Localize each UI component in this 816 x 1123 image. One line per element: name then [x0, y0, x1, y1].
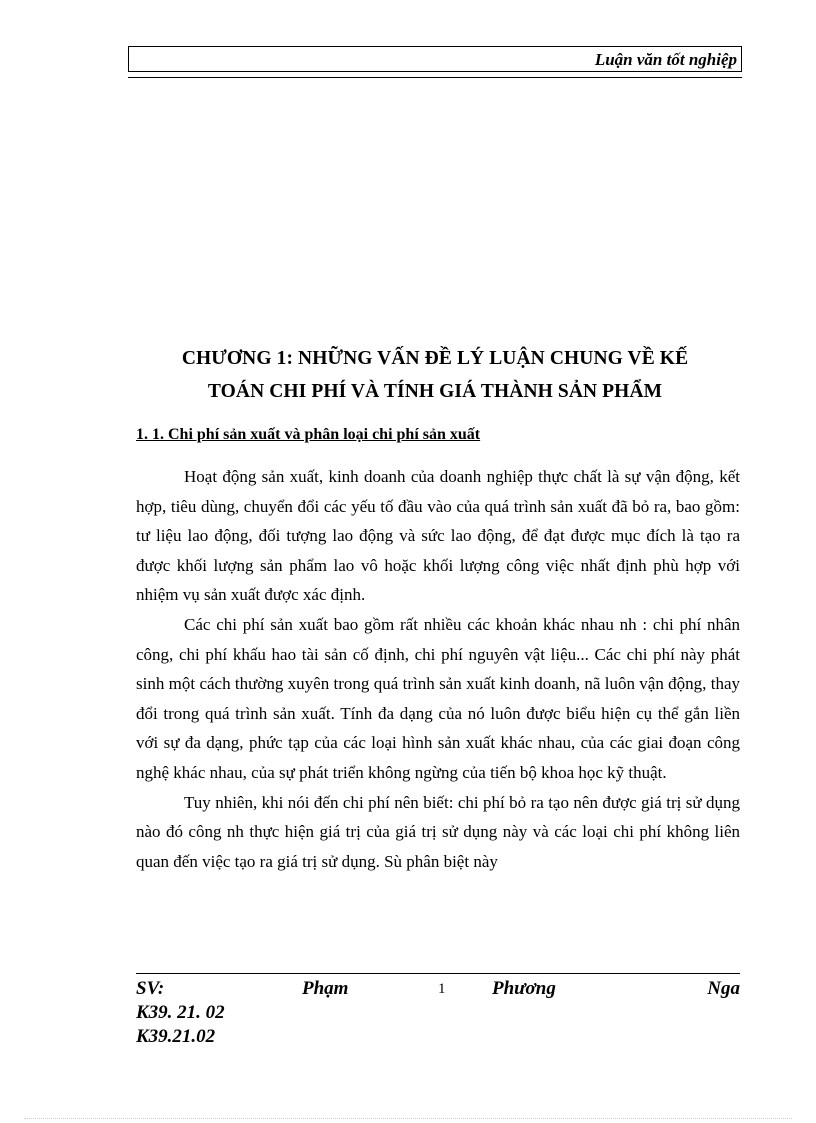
- footer-sv-label: SV:: [136, 978, 165, 999]
- paragraph: Tuy nhiên, khi nói đến chi phí nên biết: chi phí bỏ ra tạo nên được giá trị sử dụng nào đó công nh thực hiện giá trị của giá trị sử dụng này và các loại chi phí không liên quan đến việc tạo ra giá trị sử dụng. Sù phân biệt này: [136, 792, 740, 871]
- body-text: [136, 462, 740, 876]
- footer-rule: [136, 973, 740, 974]
- footer-name-first: Phạm: [302, 978, 349, 999]
- footer-class-line1: K39. 21. 02: [136, 1002, 225, 1023]
- header-title: Luận văn tốt nghiệp: [594, 50, 737, 69]
- footer-student-line: [136, 977, 740, 1001]
- footer-name-last: Nga: [707, 978, 740, 999]
- paragraph: Các chi phí sản xuất bao gồm rất nhiều các khoản khác nhau nh : chi phí nhân công, chi phí khấu hao tài sản cố định, chi phí nguyên vật liệu... Các chi phí này phát sinh một cách thường xuyên trong quá trình sản xuất kinh doanh, nã luôn vận động, thay đổi trong quá trình sản xuất. Tính đa dạng của nó luôn được biểu hiện cụ thể gắn liền với sự đa dạng, phức tạp của các loại hình sản xuất khác nhau, của các giai đoạn công nghệ khác nhau, của sự phát triển không ngừng của tiến bộ khoa học kỹ thuật.: [136, 614, 740, 782]
- footer-name-middle: Phương: [492, 978, 556, 999]
- paragraph: Hoạt động sản xuất, kinh doanh của doanh nghiệp thực chất là sự vận động, kết hợp, tiêu dùng, chuyển đổi các yếu tố đầu vào của quá trình sản xuất đã bỏ ra, bao gồm: tư liệu lao động, đối tượng lao động và sức lao động, để đạt được mục đích là tạo ra được khối lượng sản phẩm lao vô hoặc khối lượng công việc nhất định phù hợp với nhiệm vụ sản xuất được xác định.: [136, 467, 740, 605]
- chapter-title-line2: TOÁN CHI PHÍ VÀ TÍNH GIÁ THÀNH SẢN PHẨM: [207, 381, 663, 402]
- header-box: [128, 46, 742, 72]
- page-number: 1: [438, 981, 446, 997]
- footer: [136, 977, 740, 1049]
- chapter-title: [128, 342, 742, 408]
- chapter-title-line1: CHƯƠNG 1: NHỮNG VẤN ĐỀ LÝ LUẬN CHUNG VỀ KẾ: [181, 348, 689, 369]
- footer-class-line2: K39.21.02: [136, 1026, 216, 1047]
- page-bottom-divider: [24, 1118, 792, 1119]
- header-rule: [128, 77, 742, 78]
- section-heading: 1. 1. Chi phí sản xuất và phân loại chi phí sản xuất: [136, 426, 481, 443]
